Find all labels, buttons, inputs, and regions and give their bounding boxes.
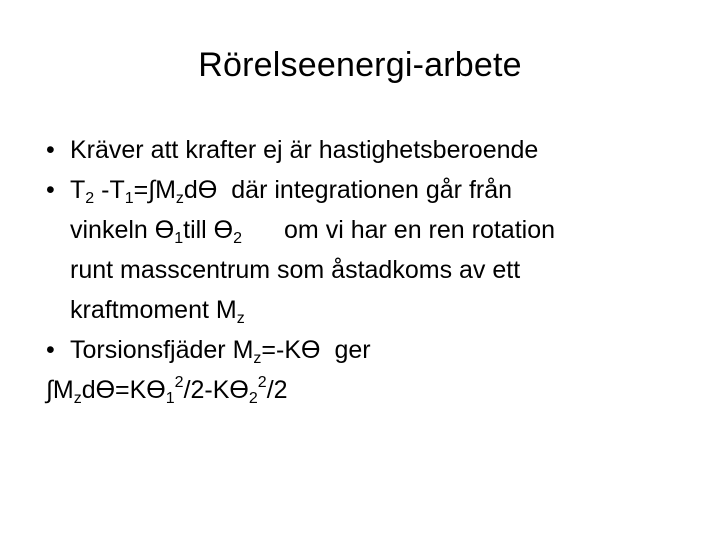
subscript: 1 <box>174 230 184 247</box>
text-segment: dϴ=Kϴ <box>81 376 166 404</box>
text-segment: om vi har en ren rotation <box>284 216 556 244</box>
text-segment: ∫M <box>46 376 74 404</box>
text-segment: till ϴ <box>183 216 234 244</box>
bullet-text: där integrationen går från <box>231 176 513 204</box>
bullet-icon: • <box>46 176 55 204</box>
text-segment: ger <box>334 336 371 364</box>
subscript: z <box>175 190 184 207</box>
bullet-item-3 <box>46 330 686 370</box>
continuation-line <box>46 290 686 330</box>
equation-t: T <box>70 176 86 204</box>
text-segment: /2 <box>266 376 288 404</box>
text-segment: Torsionsfjäder M <box>70 336 254 364</box>
subscript: 1 <box>124 190 134 207</box>
subscript: 2 <box>85 190 95 207</box>
bullet-item-2 <box>46 170 686 210</box>
text-segment: =-Kϴ <box>261 336 321 364</box>
equation-dash: -T <box>94 176 125 204</box>
text-segment: /2-Kϴ <box>183 376 249 404</box>
continuation-line <box>46 210 686 250</box>
bullet-icon: • <box>46 336 55 364</box>
bullet-text: Kräver att krafter ej är hastighetsberoende <box>70 136 539 164</box>
formula-line <box>46 370 686 410</box>
equation-integral: =∫M <box>133 176 176 204</box>
subscript: 2 <box>233 230 243 247</box>
subscript: 2 <box>248 390 258 407</box>
slide-title: Rörelseenergi-arbete <box>198 46 522 84</box>
continuation-line: runt masscentrum som åstadkoms av ett <box>70 256 521 284</box>
bullet-icon: • <box>46 136 55 164</box>
equation-dtheta: dϴ <box>183 176 218 204</box>
superscript: 2 <box>257 374 267 391</box>
subscript: 1 <box>165 390 175 407</box>
subscript: z <box>73 390 82 407</box>
bullet-item-1 <box>46 130 686 170</box>
subscript: z <box>236 310 245 327</box>
subscript: z <box>253 350 262 367</box>
superscript: 2 <box>174 374 184 391</box>
slide-body <box>46 130 686 410</box>
text-segment: vinkeln ϴ <box>70 216 175 244</box>
text-segment: kraftmoment M <box>70 296 237 324</box>
